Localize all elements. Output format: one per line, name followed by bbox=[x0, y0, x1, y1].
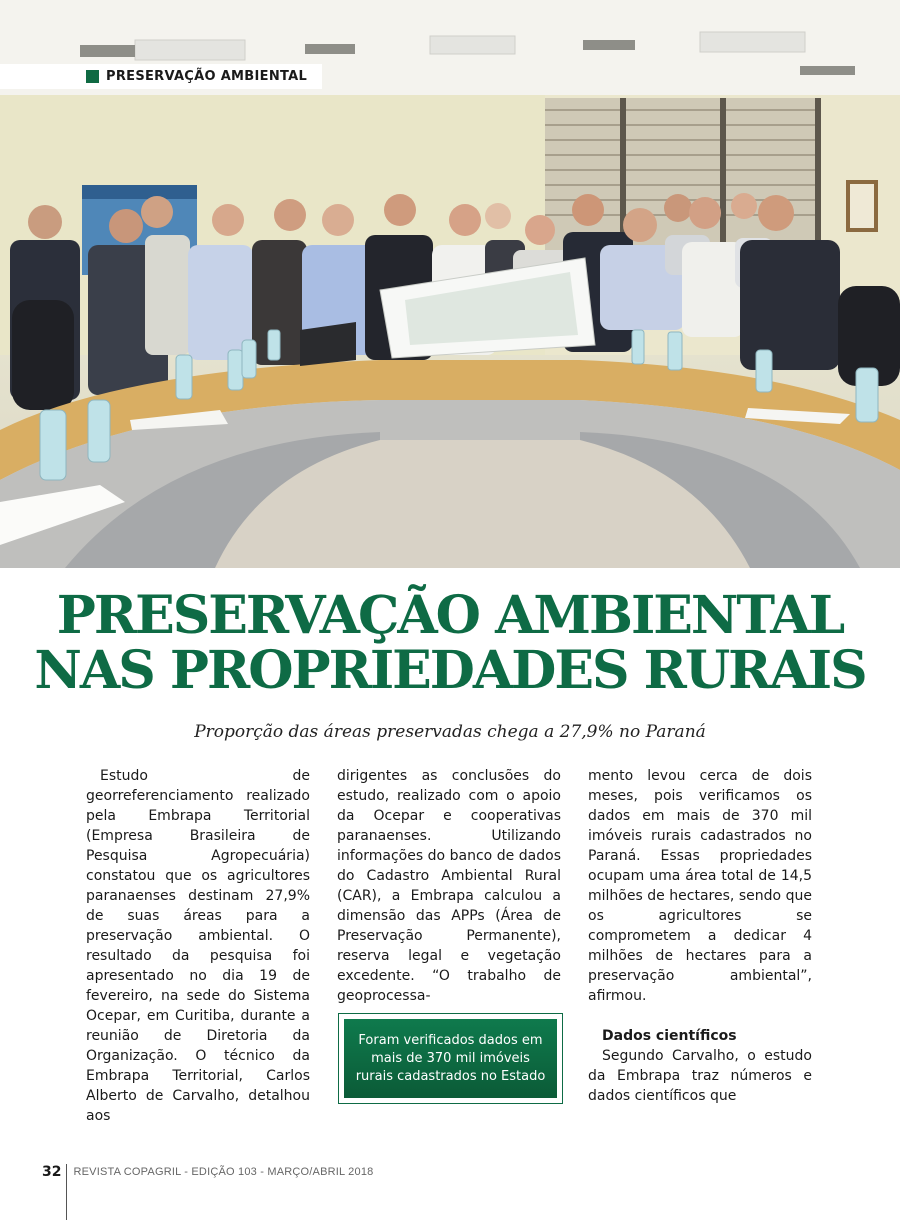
headline-line-2: NAS PROPRIEDADES RURAIS bbox=[34, 640, 866, 701]
headline bbox=[0, 585, 900, 701]
column-2-text: dirigentes as conclusões do estudo, realizado com o apoio da Ocepar e cooperativas paranaenses. Utilizando informações do banco de dados do Cadastro Ambiental Rural (CAR), a Embrapa calculou a dimensão das APPs (Área de Preservação Permanente), reserva legal e vegetação excedente. “O trabalho de geoprocessa- bbox=[337, 768, 561, 1004]
column-3-text: mento levou cerca de dois meses, pois verificamos os dados em mais de 370 mil imóveis rurais cadastrados no Paraná. Essas propriedades ocupam uma área total de 14,5 milhões de hectares, sendo que os agricultores se comprometem a dedicar 4 milhões de hectares para a preservação ambiental”, afirmou. bbox=[588, 768, 812, 1004]
subtitle: Proporção das áreas preservadas chega a 27,9% no Paraná bbox=[194, 722, 706, 742]
headline-line-1: PRESERVAÇÃO AMBIENTAL bbox=[56, 585, 844, 646]
publication-info: REVISTA COPAGRIL - EDIÇÃO 103 - MARÇO/ABRIL 2018 bbox=[73, 1166, 374, 1178]
column-3-continued-text: Segundo Carvalho, o estudo da Embrapa traz números e dados científicos que bbox=[588, 1048, 812, 1104]
page-number: 32 bbox=[42, 1164, 62, 1180]
column-3-subheading: Dados científicos bbox=[602, 1028, 737, 1044]
section-tag-label: PRESERVAÇÃO AMBIENTAL bbox=[106, 69, 308, 84]
green-square-icon bbox=[86, 70, 99, 83]
section-tag bbox=[0, 64, 322, 89]
pull-quote-text: Foram verificados dados em mais de 370 mil imóveis rurais cadastrados no Estado bbox=[344, 1019, 557, 1098]
column-1-text: Estudo de georreferenciamento realizado pela Embrapa Territorial (Empresa Brasileira de Pesquisa Agropecuária) constatou que os agricultores paranaenses destinam 27,9% de suas áreas para a preservação ambiental. O resultado da pesquisa foi apresentado no dia 19 de fevereiro, na sede do Sistema Ocepar, em Curitiba, durante a reunião de Diretoria da Organização. O técnico da Embrapa Territorial, Carlos Alberto de Carvalho, detalhou aos bbox=[86, 768, 310, 1124]
pull-quote-box bbox=[338, 1013, 563, 1104]
article-column-3 bbox=[588, 766, 812, 1106]
article-column-2 bbox=[337, 766, 561, 1006]
article-column-1 bbox=[86, 766, 310, 1126]
footer-divider bbox=[66, 1164, 67, 1220]
page-footer bbox=[42, 1144, 373, 1200]
